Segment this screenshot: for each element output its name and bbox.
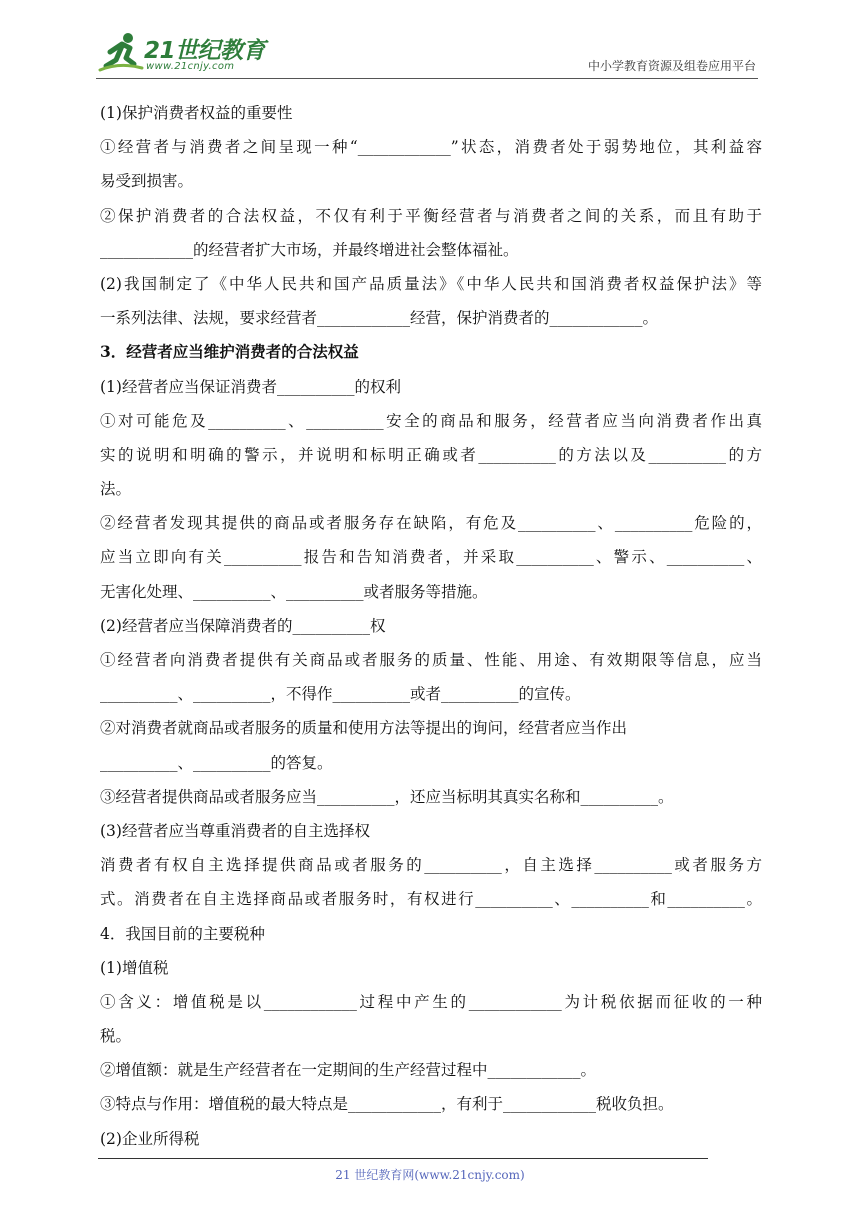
text-line: (1)增值税 [100,958,169,977]
text-line: 消费者有权自主选择提供商品或者服务的__________，自主选择__________或者服务方 [100,856,762,875]
text-line: ____________的经营者扩大市场，并最终增进社会整体福祉。 [100,240,519,259]
footer-divider [98,1158,708,1159]
text-line: ②经营者发现其提供的商品或者服务存在缺陷，有危及__________、__________危险的， [100,514,762,533]
text-line: (2)我国制定了《中华人民共和国产品质量法》《中华人民共和国消费者权益保护法》等 [100,274,762,293]
text-line: ①经营者与消费者之间呈现一种“____________”状态，消费者处于弱势地位，其利益容 [100,138,762,157]
text-line: (1)保护消费者权益的重要性 [100,104,293,122]
text-line: ②增值额：就是生产经营者在一定期间的生产经营过程中____________。 [100,1061,597,1080]
text-line: ①对可能危及__________、__________安全的商品和服务，经营者应当向消费者作出真 [100,411,762,430]
runner-icon [96,30,144,76]
text-line: 应当立即向有关__________报告和告知消费者，并采取__________、警示、__________、 [100,548,762,567]
text-line: 式。消费者在自主选择商品或者服务时，有权进行__________、__________和__________。 [100,890,762,909]
text-line: 一系列法律、法规，要求经营者____________经营，保护消费者的____________。 [100,309,659,328]
text-line: (1)经营者应当保证消费者__________的权利 [100,377,401,396]
header-divider [96,78,758,79]
text-line: __________、__________，不得作__________或者__________的宣传。 [100,685,581,704]
text-line: 税。 [100,1027,132,1046]
document-body [100,96,762,1156]
text-line: 实的说明和明确的警示，并说明和标明正确或者__________的方法以及__________的方 [100,445,762,464]
text-line: ③经营者提供商品或者服务应当__________，还应当标明其真实名称和__________。 [100,787,674,806]
text-line: 易受到损害。 [100,172,194,191]
text-line: ③特点与作用：增值税的最大特点是____________，有利于____________税收负担。 [100,1095,674,1114]
section-heading: 3．经营者应当维护消费者的合法权益 [100,342,359,362]
page-footer[interactable]: 21 世纪教育网(www.21cnjy.com) [335,1168,525,1182]
text-line: 法。 [100,480,132,499]
platform-label: 中小学教育资源及组卷应用平台 [587,59,756,73]
page-header [96,30,758,78]
text-line: (2)企业所得税 [100,1129,200,1148]
text-line: (3)经营者应当尊重消费者的自主选择权 [100,821,370,840]
text-line: ①含义：增值税是以____________过程中产生的____________为计税依据而征收的一种 [100,992,762,1011]
text-line: ②保护消费者的合法权益，不仅有利于平衡经营者与消费者之间的关系，而且有助于 [100,206,762,225]
text-line: __________、__________的答复。 [100,753,333,772]
text-line: ②对消费者就商品或者服务的质量和使用方法等提出的询问，经营者应当作出 [100,719,628,738]
text-line: 无害化处理、__________、__________或者服务等措施。 [100,582,488,601]
text-line: (2)经营者应当保障消费者的__________权 [100,616,386,635]
logo-text: 21世纪教育 [144,38,266,64]
text-line: 4．我国目前的主要税种 [100,924,265,943]
site-logo[interactable] [96,30,266,76]
text-line: ①经营者向消费者提供有关商品或者服务的质量、性能、用途、有效期限等信息，应当 [100,651,762,669]
logo-url: www.21cnjy.com [146,61,235,72]
